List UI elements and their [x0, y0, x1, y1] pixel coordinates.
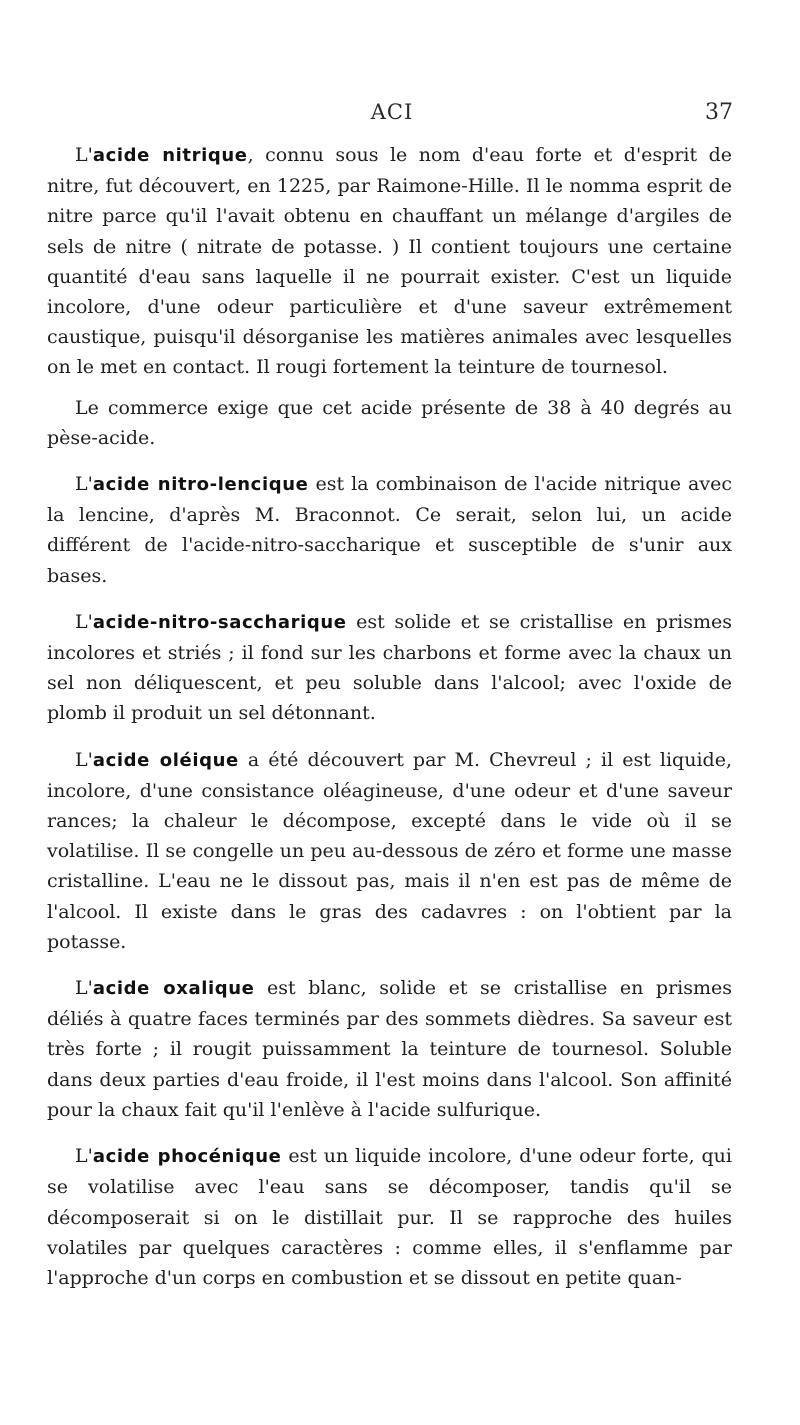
- entry-term: acide nitro-lencique: [92, 474, 309, 496]
- running-head-title: ACI: [370, 100, 414, 124]
- entry-term: acide nitrique: [92, 145, 248, 166]
- paragraph-acide-oxalique: [47, 973, 732, 1125]
- paragraph-acide-phocenique: [47, 1141, 732, 1293]
- page-number: 37: [705, 100, 733, 125]
- paragraph-lead: L': [75, 610, 93, 633]
- paragraph-lead: L': [75, 473, 93, 496]
- paragraph-text: est un liquide incolore, d'une odeur forte, qui se volatilise avec l'eau sans se décomposer, tandis qu'il se décomposerait si on le distillait pur. Il se rapproche des huiles volatiles par quelques caractères : comme elles, il s'enflamme par l'approche d'un corps en combustion et se dissout en petite quan-: [47, 1145, 732, 1289]
- paragraph-commerce: [47, 393, 732, 453]
- paragraph-acide-nitro-lencique: [47, 469, 732, 591]
- paragraph-text: a été découvert par M. Chevreul ; il est liquide, incolore, d'une consistance oléagineuse, d'une odeur et d'une saveur rances; la chaleur le décompose, excepté dans le vide où il se volatilise. Il se congelle un peu au-dessous de zéro et forme une masse cristalline. L'eau ne le dissout pas, mais il n'en est pas de même de l'alcool. Il existe dans le gras des cadavres : on l'obtient par la potasse.: [47, 748, 732, 953]
- running-head: [47, 100, 737, 130]
- paragraph-text: Le commerce exige que cet acide présente de 38 à 40 degrés au pèse-acide.: [47, 396, 732, 449]
- paragraph-lead: L': [75, 144, 93, 166]
- paragraph-acide-nitrique: [47, 140, 732, 383]
- paragraph-acide-nitro-saccharique: [47, 607, 732, 729]
- paragraph-text: , connu sous le nom d'eau forte et d'esprit de nitre, fut découvert, en 1225, par Raimone-Hille. Il le nomma esprit de nitre parce qu'il l'avait obtenu en chauffant un mélange d'argiles de sels de nitre ( nitrate de potasse. ) Il contient toujours une certaine quantité d'eau sans laquelle il ne pourrait exister. C'est un liquide incolore, d'une odeur particulière et d'une saveur extrêmement caustique, puisqu'il désorganise les matières animales avec lesquelles on le met en contact. Il rougi fortement la teinture de tournesol.: [47, 144, 732, 379]
- body-text: [47, 140, 732, 1303]
- paragraph-lead: L': [75, 977, 93, 1000]
- paragraph-lead: L': [75, 748, 93, 771]
- paragraph-acide-oleique: [47, 745, 732, 957]
- entry-term: acide phocénique: [92, 1146, 282, 1168]
- entry-term: acide-nitro-saccharique: [92, 611, 347, 633]
- entry-term: acide oléique: [92, 749, 239, 771]
- entry-term: acide oxalique: [92, 978, 255, 1000]
- paragraph-text: est la combinaison de l'acide nitrique avec la lencine, d'après M. Braconnot. Ce serait, selon lui, un acide différent de l'acide-nitro-saccharique et susceptible de s'unir aux bases.: [47, 473, 732, 587]
- paragraph-text: est blanc, solide et se cristallise en prismes déliés à quatre faces terminés par des sommets dièdres. Sa saveur est très forte ; il rougit puissamment la teinture de tournesol. Soluble dans deux parties d'eau froide, il l'est moins dans l'alcool. Son affinité pour la chaux fait qu'il l'enlève à l'acide sulfurique.: [47, 977, 732, 1121]
- paragraph-text: est solide et se cristallise en prismes incolores et striés ; il fond sur les charbons et forme avec la chaux un sel non déliquescent, et peu soluble dans l'alcool; avec l'oxide de plomb il produit un sel détonnant.: [47, 610, 732, 725]
- paragraph-lead: L': [75, 1145, 93, 1168]
